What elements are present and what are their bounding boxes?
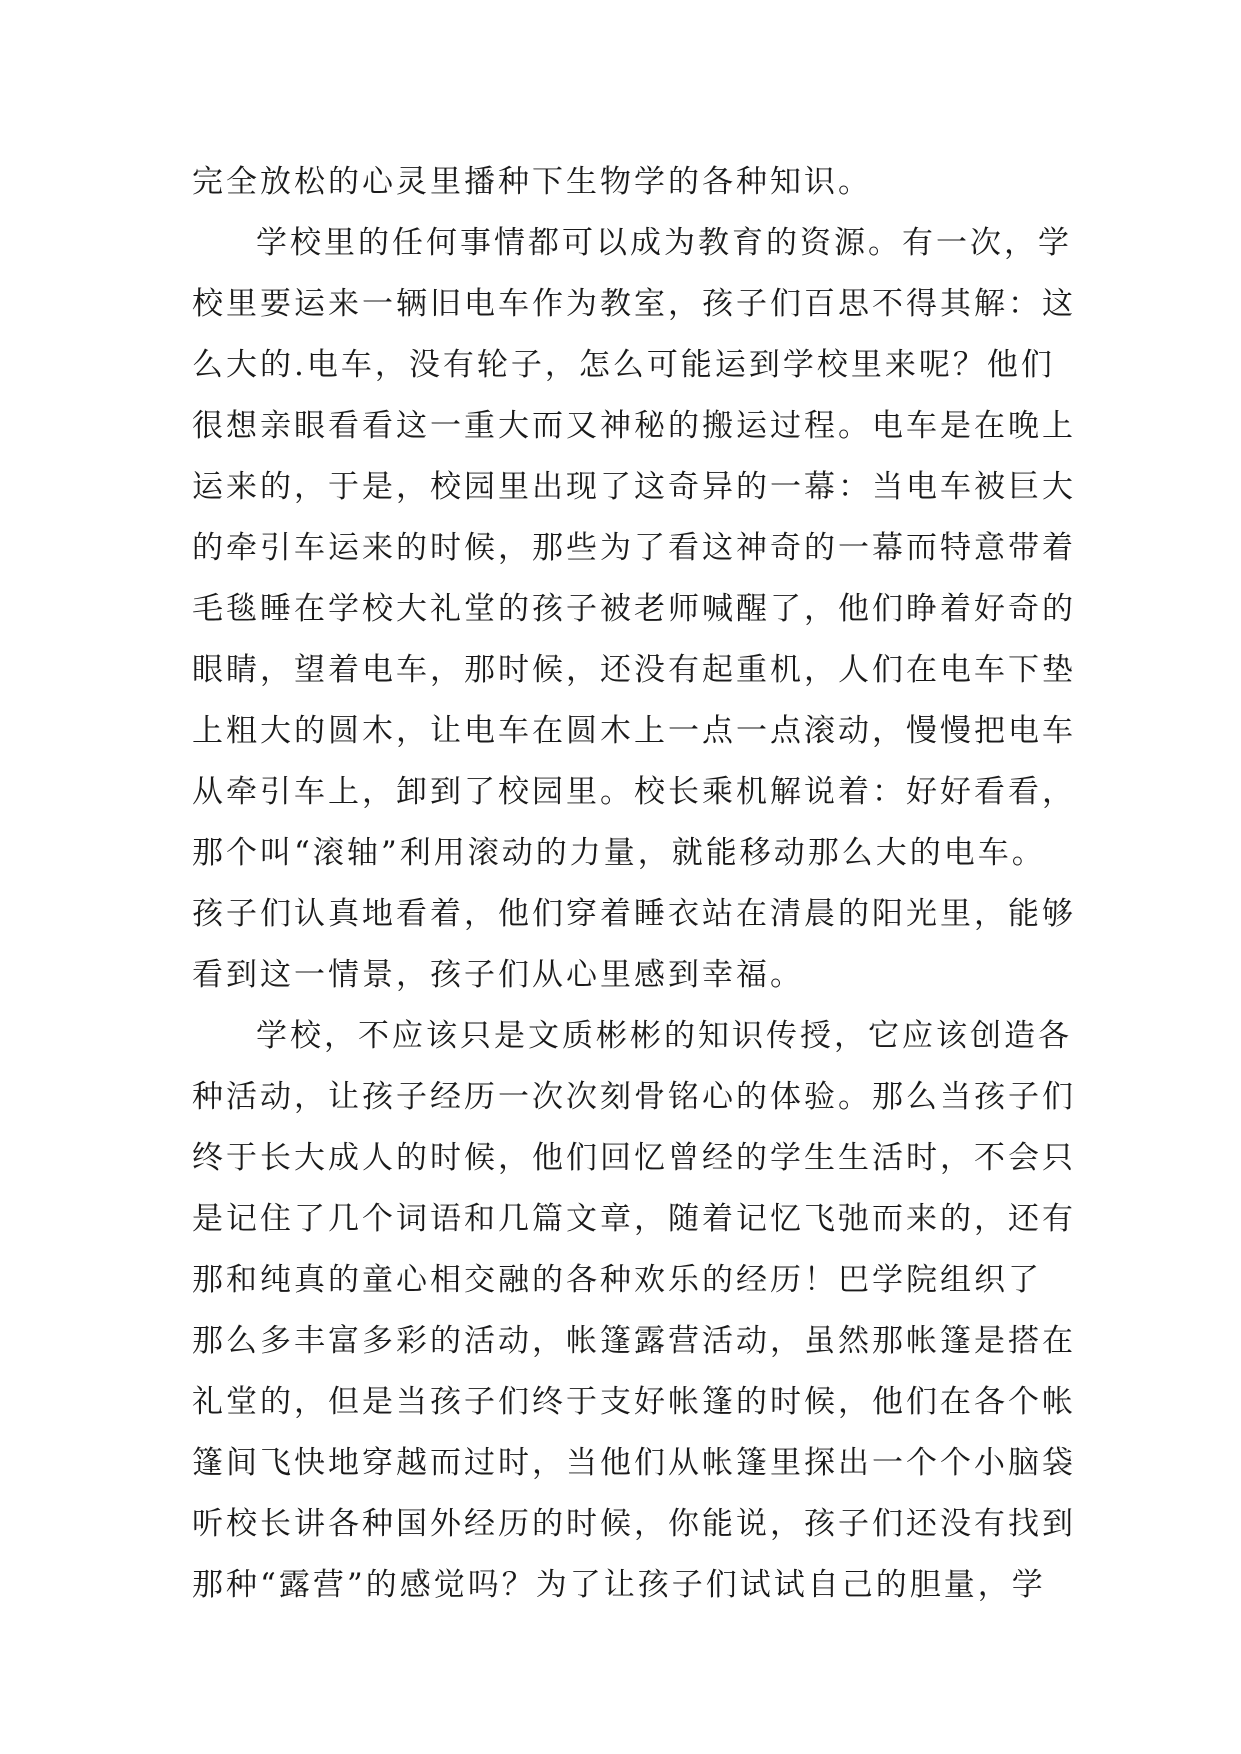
text-line: 礼堂的，但是当孩子们终于支好帐篷的时候，他们在各个帐: [192, 1384, 1076, 1420]
text-line: 从牵引车上，卸到了校园里。校长乘机解说着：好好看看，: [192, 774, 1076, 810]
text-line: 那么多丰富多彩的活动，帐篷露营活动，虽然那帐篷是搭在: [192, 1323, 1076, 1359]
text-line: 么大的.电车，没有轮子，怎么可能运到学校里来呢？他们: [192, 347, 1055, 383]
text-line: 那个叫“滚轴”利用滚动的力量，就能移动那么大的电车。: [192, 835, 1046, 871]
text-line: 听校长讲各种国外经历的时候，你能说，孩子们还没有找到: [192, 1506, 1076, 1542]
text-line: 终于长大成人的时候，他们回忆曾经的学生生活时，不会只: [192, 1140, 1076, 1176]
text-line: 那种“露营”的感觉吗？为了让孩子们试试自己的胆量，学: [192, 1567, 1046, 1603]
text-line: 篷间飞快地穿越而过时，当他们从帐篷里探出一个个小脑袋: [192, 1445, 1076, 1481]
text-line: 眼睛，望着电车，那时候，还没有起重机，人们在电车下垫: [192, 652, 1076, 688]
text-line: 孩子们认真地看着，他们穿着睡衣站在清晨的阳光里，能够: [192, 896, 1076, 932]
text-line: 那和纯真的童心相交融的各种欢乐的经历！巴学院组织了: [192, 1262, 1042, 1298]
body-text: [192, 152, 1076, 1616]
text-line: 校里要运来一辆旧电车作为教室，孩子们百思不得其解：这: [192, 286, 1076, 322]
text-line: 完全放松的心灵里播种下生物学的各种知识。: [192, 164, 872, 200]
paragraph-first-line: 学校，不应该只是文质彬彬的知识传授，它应该创造各: [256, 1018, 1072, 1054]
text-line: 运来的，于是，校园里出现了这奇异的一幕：当电车被巨大: [192, 469, 1076, 505]
text-line: 看到这一情景，孩子们从心里感到幸福。: [192, 957, 804, 993]
text-line: 的牵引车运来的时候，那些为了看这神奇的一幕而特意带着: [192, 530, 1076, 566]
text-line: 上粗大的圆木，让电车在圆木上一点一点滚动，慢慢把电车: [192, 713, 1076, 749]
text-line: 种活动，让孩子经历一次次刻骨铭心的体验。那么当孩子们: [192, 1079, 1076, 1115]
text-line: 毛毯睡在学校大礼堂的孩子被老师喊醒了，他们睁着好奇的: [192, 591, 1076, 627]
paragraph-first-line: 学校里的任何事情都可以成为教育的资源。有一次，学: [256, 225, 1072, 261]
text-line: 是记住了几个词语和几篇文章，随着记忆飞弛而来的，还有: [192, 1201, 1076, 1237]
text-line: 很想亲眼看看这一重大而又神秘的搬运过程。电车是在晚上: [192, 408, 1076, 444]
